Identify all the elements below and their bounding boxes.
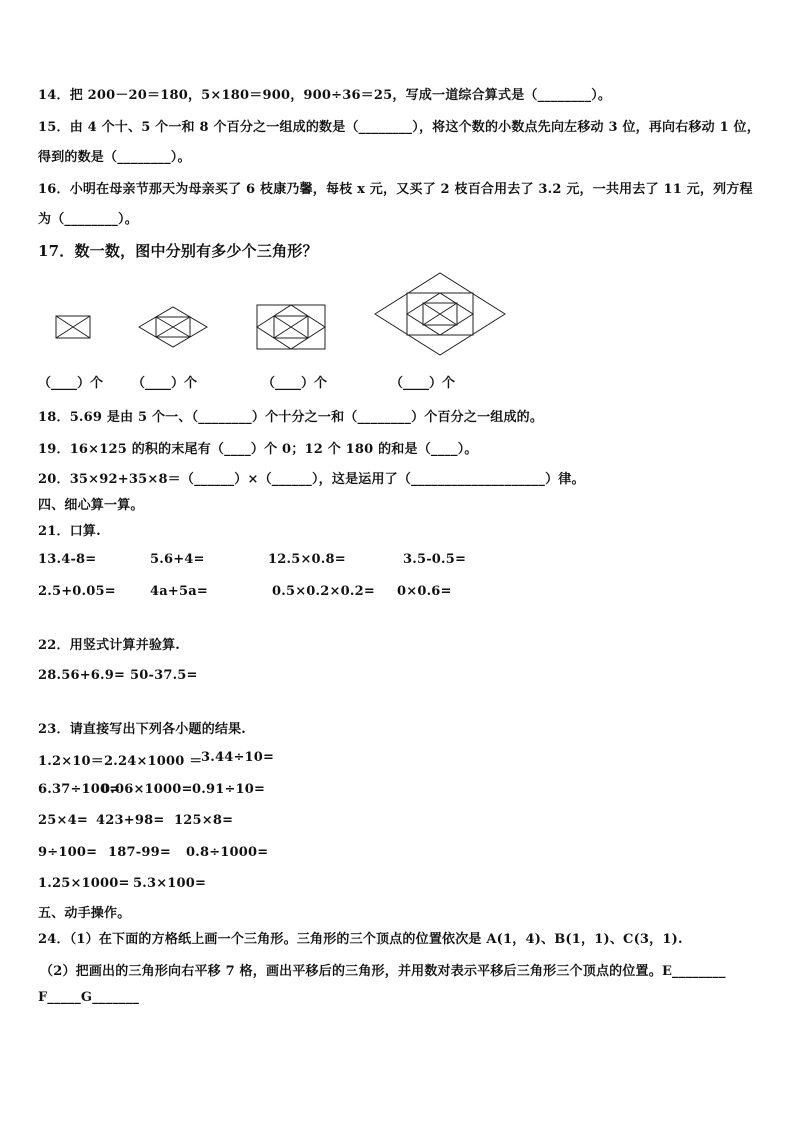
section-5-heading: 五、动手操作。 xyxy=(38,906,131,921)
q23-title: 23．请直接写出下列各小题的结果. xyxy=(38,722,247,737)
q15-text-line1: 15．由 4 个十、5 个一和 8 个百分之一组成的数是（________），将这个数的小数点先向左移动 3 位，再向右移动 1 位， xyxy=(38,120,760,135)
q23-row1-item2: 2.24×1000 ＝ xyxy=(104,754,203,769)
q23-row2-item3: 0.91÷10= xyxy=(192,782,266,797)
section-4-heading: 四、细心算一算。 xyxy=(38,498,144,513)
q24-part2: （2）把画出的三角形向右平移 7 格，画出平移后的三角形，并用数对表示平移后三角形三个顶点的位置。E________ xyxy=(40,964,726,979)
q23-row4-item2: 187-99= xyxy=(108,845,171,860)
q17-answer-2: （____）个 xyxy=(132,376,198,391)
q24-part1: 24．（1）在下面的方格纸上画一个三角形。三角形的三个顶点的位置依次是 A(1，4)、B(1，1)、C(3，1). xyxy=(38,932,683,947)
q23-row3-item2: 423+98= xyxy=(96,813,165,828)
q17-answer-3: （____）个 xyxy=(262,376,328,391)
q22-title: 22．用竖式计算并验算. xyxy=(38,638,181,653)
q22-item1: 28.56+6.9= xyxy=(38,668,126,683)
q23-row4-item3: 0.8÷1000= xyxy=(186,845,269,860)
q21-row2-item4: 0×0.6= xyxy=(397,584,452,599)
q18-text: 18．5.69 是由 5 个一、（________）个十分之一和（________）个百分之一组成的。 xyxy=(38,410,544,425)
q23-row5-item1: 1.25×1000= xyxy=(38,876,130,891)
q23-row3-item3: 125×8= xyxy=(174,813,234,828)
triangle-figure-4 xyxy=(374,272,506,356)
q17-answer-4: （____）个 xyxy=(390,376,456,391)
q23-row5-item2: 5.3×100= xyxy=(133,876,207,891)
q24-part2-continued: F_____G_______ xyxy=(38,990,140,1005)
q19-text: 19．16×125 的积的末尾有（____）个 0；12 个 180 的和是（____）。 xyxy=(38,442,478,457)
q21-title: 21．口算. xyxy=(38,524,101,539)
q16-text-line1: 16．小明在母亲节那天为母亲买了 6 枝康乃馨，每枝 x 元，又买了 2 枝百合用去了 3.2 元，一共用去了 11 元，列方程 xyxy=(38,182,753,197)
triangle-figure-3 xyxy=(256,304,326,350)
q21-row1-item4: 3.5-0.5= xyxy=(403,552,467,567)
q23-row3-item1: 25×4= xyxy=(38,813,88,828)
q22-item2: 50-37.5= xyxy=(130,668,198,683)
q16-text-line2: 为（________）。 xyxy=(38,212,138,227)
q23-row1-item1: 1.2×10＝ xyxy=(38,754,105,769)
q23-row2-item2: 0.06×1000= xyxy=(101,782,193,797)
q23-row2-item1: 6.37÷100= xyxy=(38,782,121,797)
q21-row2-item2: 4a+5a= xyxy=(150,584,208,599)
q21-row2-item3: 0.5×0.2×0.2= xyxy=(272,584,375,599)
q21-row2-item1: 2.5+0.05= xyxy=(38,584,116,599)
q23-row4-item1: 9÷100= xyxy=(38,845,98,860)
q21-row1-item2: 5.6+4= xyxy=(150,552,205,567)
q21-row1-item1: 13.4-8= xyxy=(38,552,97,567)
triangle-figure-2 xyxy=(138,306,208,348)
q15-text-line2: 得到的数是（________）。 xyxy=(38,150,191,165)
q17-title: 17．数一数，图中分别有多少个三角形？ xyxy=(38,242,318,260)
triangle-figure-1 xyxy=(55,315,91,339)
q21-row1-item3: 12.5×0.8= xyxy=(268,552,346,567)
q17-answer-1: （____）个 xyxy=(38,376,104,391)
q20-text: 20．35×92+35×8＝（______）×（______），这是运用了（____________________）律。 xyxy=(38,472,585,487)
q14-text: 14．把 200－20＝180，5×180＝900，900÷36＝25，写成一道综合算式是（________）。 xyxy=(38,88,612,103)
q23-row1-item3: 3.44÷10= xyxy=(201,750,275,765)
